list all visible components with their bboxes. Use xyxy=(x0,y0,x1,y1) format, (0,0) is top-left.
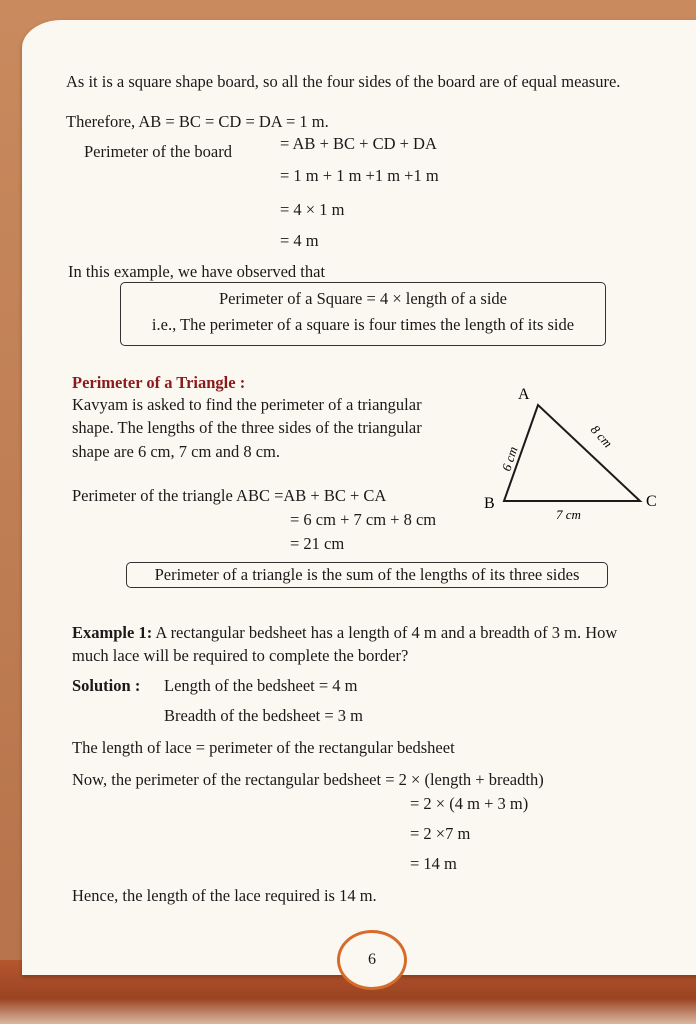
triangle-heading: Perimeter of a Triangle : xyxy=(72,373,246,392)
bedsheet-breadth: Breadth of the bedsheet = 3 m xyxy=(164,706,363,725)
bedsheet-length: Length of the bedsheet = 4 m xyxy=(164,676,358,695)
side-bc-label: 7 cm xyxy=(556,507,581,522)
example-text-1: A rectangular bedsheet has a length of 4 m and a breadth of 3 m. How xyxy=(152,623,618,642)
solution-label: Solution : xyxy=(72,676,141,695)
triangle-formula: Perimeter of a triangle is the sum of the lengths of its three sides xyxy=(154,565,580,584)
observed-text: In this example, we have observed that xyxy=(68,262,326,281)
perimeter-formula-line: Now, the perimeter of the rectangular bedsheet = 2 × (length + breadth) xyxy=(72,770,544,789)
side-ab-label: 6 cm xyxy=(498,444,521,473)
example-label: Example 1: xyxy=(72,623,153,642)
square-equal-sides: Therefore, AB = BC = CD = DA = 1 m. xyxy=(66,112,329,131)
vertex-b-label: B xyxy=(484,495,495,512)
example-step-2: = 2 ×7 m xyxy=(410,824,471,843)
square-intro-line: As it is a square shape board, so all the four sides of the board are of equal measure. xyxy=(66,72,621,91)
square-step-2: = 1 m + 1 m +1 m +1 m xyxy=(280,166,439,185)
perimeter-board-label: Perimeter of the board xyxy=(84,142,232,161)
square-formula: Perimeter of a Square = 4 × length of a side xyxy=(218,289,508,308)
triangle-figure xyxy=(470,380,670,530)
triangle-para-line-1: Kavyam is asked to find the perimeter of a triangular xyxy=(72,395,422,414)
square-step-3: = 4 × 1 m xyxy=(280,200,345,219)
triangle-para-line-3: shape are 6 cm, 7 cm and 8 cm. xyxy=(72,442,281,461)
example-line-1 xyxy=(72,623,617,643)
triangle-calc-step-2: = 21 cm xyxy=(290,534,345,553)
example-line-2: much lace will be required to complete the border? xyxy=(72,646,409,665)
lace-length-line: The length of lace = perimeter of the rectangular bedsheet xyxy=(72,738,455,757)
solution-line xyxy=(72,676,358,696)
triangle-shape xyxy=(504,405,640,501)
vertex-c-label: C xyxy=(646,493,657,510)
side-ca-label: 8 cm xyxy=(587,421,616,451)
triangle-para-line-2: shape. The lengths of the three sides of the triangular xyxy=(72,418,422,437)
vertex-a-label: A xyxy=(518,386,530,403)
page-number-badge xyxy=(337,930,407,990)
square-step-4: = 4 m xyxy=(280,231,319,250)
triangle-calc-label: Perimeter of the triangle ABC =AB + BC + CA xyxy=(72,486,387,505)
triangle-calc-step-1: = 6 cm + 7 cm + 8 cm xyxy=(290,510,437,529)
example-step-1: = 2 × (4 m + 3 m) xyxy=(410,794,529,813)
example-conclusion: Hence, the length of the lace required is 14 m. xyxy=(72,886,377,905)
example-step-3: = 14 m xyxy=(410,854,457,873)
triangle-formula-box xyxy=(126,562,608,588)
page-number: 6 xyxy=(368,951,376,968)
square-step-1: = AB + BC + CD + DA xyxy=(280,134,437,153)
square-formula-explanation: i.e., The perimeter of a square is four times the length of its side xyxy=(151,315,575,334)
square-formula-box xyxy=(120,282,606,346)
